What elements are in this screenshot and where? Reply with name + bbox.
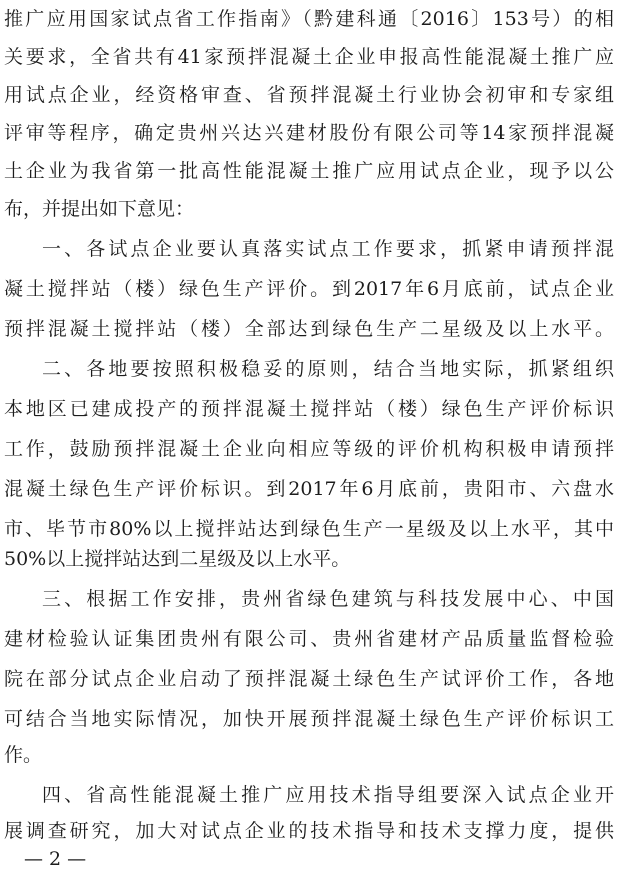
- text-line: 市、毕节市80%以上搅拌站达到绿色生产一星级及以上水平，其中: [4, 518, 614, 540]
- text-line: 混凝土绿色生产评价标识。到2017年6月底前，贵阳市、六盘水: [4, 478, 614, 500]
- text-line: 用试点企业，经资格审查、省预拌混凝土行业协会初审和专家组: [4, 84, 614, 106]
- text-line: 本地区已建成投产的预拌混凝土搅拌站（楼）绿色生产评价标识: [4, 398, 614, 420]
- paragraph-1-start: 一、各试点企业要认真落实试点工作要求，抓紧申请预拌混: [42, 238, 614, 260]
- text-line: 建材检验认证集团贵州有限公司、贵州省建材产品质量监督检验: [4, 628, 614, 650]
- text-line: 评审等程序，确定贵州兴达兴建材股份有限公司等14家预拌混凝: [4, 122, 614, 144]
- text-line: 院在部分试点企业启动了预拌混凝土绿色生产试评价工作，各地: [4, 668, 614, 690]
- paragraph-4-start: 四、省高性能混凝土推广应用技术指导组要深入试点企业开: [42, 784, 614, 806]
- text-line: 作。: [4, 744, 43, 766]
- paragraph-3-start: 三、根据工作安排，贵州省绿色建筑与科技发展中心、中国: [42, 588, 614, 610]
- text-line: 布，并提出如下意见：: [4, 198, 195, 220]
- text-line: 预拌混凝土搅拌站（楼）全部达到绿色生产二星级及以上水平。: [4, 318, 614, 340]
- text-line: 推广应用国家试点省工作指南》（黔建科通〔2016〕153号）的相: [4, 8, 614, 30]
- text-line: 可结合当地实际情况，加快开展预拌混凝土绿色生产评价标识工: [4, 708, 614, 730]
- text-line: 土企业为我省第一批高性能混凝土推广应用试点企业，现予以公: [4, 160, 614, 182]
- paragraph-2-start: 二、各地要按照积极稳妥的原则，结合当地实际，抓紧组织: [42, 358, 614, 380]
- text-line: 展调查研究，加大对试点企业的技术指导和技术支撑力度，提供: [4, 820, 614, 842]
- text-line: 关要求，全省共有41家预拌混凝土企业申报高性能混凝土推广应: [4, 46, 614, 68]
- page-number: — 2 —: [24, 848, 87, 870]
- text-line: 凝土搅拌站（楼）绿色生产评价。到2017年6月底前，试点企业: [4, 278, 614, 300]
- text-line: 50%以上搅拌站达到二星级及以上水平。: [4, 548, 351, 570]
- text-line: 工作，鼓励预拌混凝土企业向相应等级的评价机构积极申请预拌: [4, 438, 614, 460]
